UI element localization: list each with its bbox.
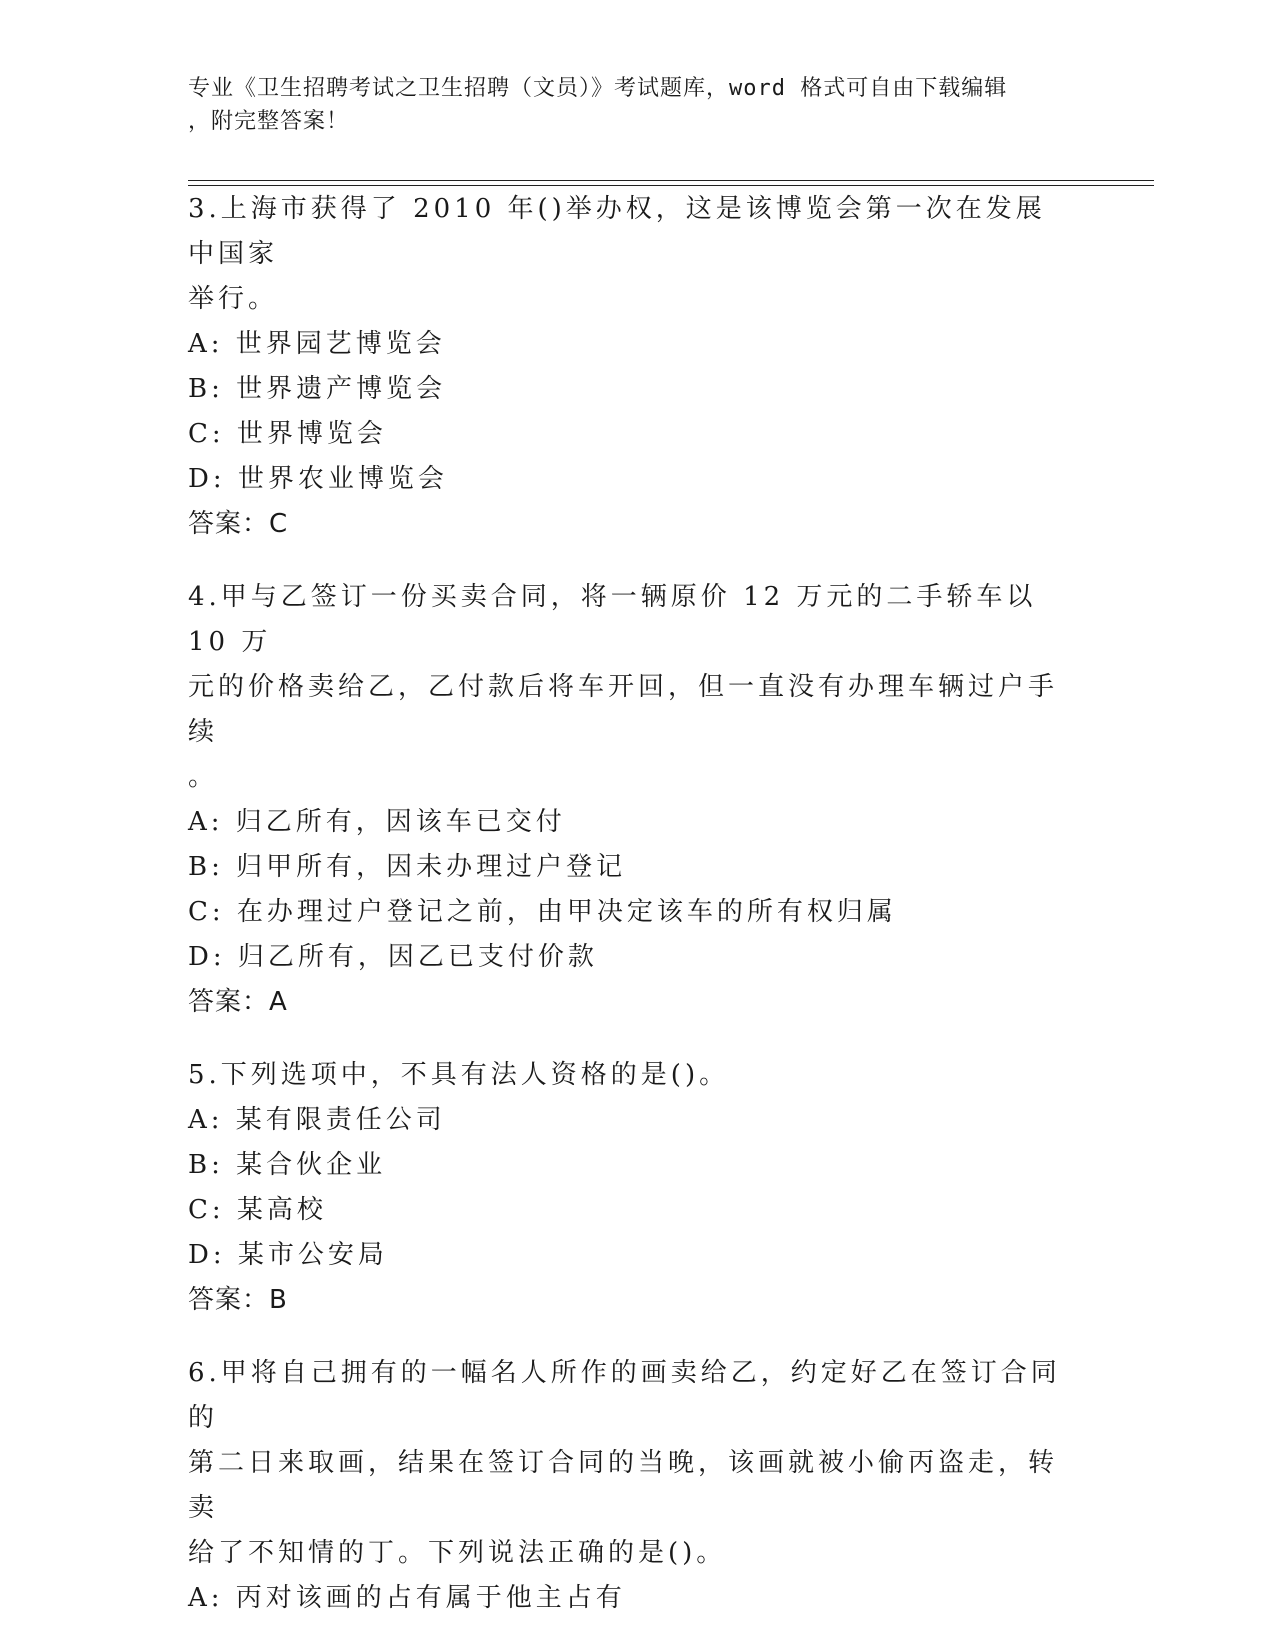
option-a: A: 某有限责任公司 bbox=[188, 1105, 446, 1135]
header-line-1: 专业《卫生招聘考试之卫生招聘（文员）》考试题库，word 格式可自由下载编辑 bbox=[188, 76, 1008, 101]
option-b: B: 某合伙企业 bbox=[188, 1150, 387, 1180]
option-c: C: 某高校 bbox=[188, 1195, 327, 1225]
option-c: C: 世界博览会 bbox=[188, 419, 387, 449]
option-a: A: 归乙所有，因该车已交付 bbox=[188, 807, 566, 837]
header-divider-top bbox=[188, 180, 1154, 181]
option-d: D: 归乙所有，因乙已支付价款 bbox=[188, 942, 598, 972]
question-3 bbox=[188, 187, 1088, 547]
question-stem-line: 第二日来取画，结果在签订合同的当晚，该画就被小偷丙盗走，转卖 bbox=[188, 1448, 1059, 1523]
option-c: C: 在办理过户登记之前，由甲决定该车的所有权归属 bbox=[188, 897, 897, 927]
question-list bbox=[188, 187, 1088, 1649]
option-b: B: 归甲所有，因未办理过户登记 bbox=[188, 852, 627, 882]
option-b: B: 世界遗产博览会 bbox=[188, 374, 447, 404]
option-d: D: 某市公安局 bbox=[188, 1240, 388, 1270]
question-4 bbox=[188, 575, 1088, 1025]
question-stem-line: 3.上海市获得了 2010 年()举办权，这是该博览会第一次在发展中国家 bbox=[188, 194, 1046, 269]
header-divider-bottom bbox=[188, 185, 1154, 186]
header-line-2: ，附完整答案！ bbox=[188, 109, 350, 134]
answer-line: 答案：B bbox=[188, 1285, 288, 1315]
question-stem-line: 给了不知情的丁。下列说法正确的是()。 bbox=[188, 1538, 727, 1568]
question-stem-line: 6.甲将自己拥有的一幅名人所作的画卖给乙，约定好乙在签订合同的 bbox=[188, 1358, 1061, 1433]
question-stem-line: 。 bbox=[188, 762, 219, 792]
question-5 bbox=[188, 1053, 1088, 1323]
question-6 bbox=[188, 1351, 1088, 1621]
option-a: A: 丙对该画的占有属于他主占有 bbox=[188, 1583, 626, 1613]
question-stem-line: 元的价格卖给乙，乙付款后将车开回，但一直没有办理车辆过户手续 bbox=[188, 672, 1059, 747]
document-header bbox=[188, 72, 1068, 138]
question-stem-line: 举行。 bbox=[188, 284, 279, 314]
option-a: A: 世界园艺博览会 bbox=[188, 329, 446, 359]
question-stem-line: 4.甲与乙签订一份买卖合同，将一辆原价 12 万元的二手轿车以 10 万 bbox=[188, 582, 1049, 657]
question-stem-line: 5.下列选项中，不具有法人资格的是()。 bbox=[188, 1060, 730, 1090]
answer-line: 答案：C bbox=[188, 509, 289, 539]
answer-line: 答案：A bbox=[188, 987, 288, 1017]
option-d: D: 世界农业博览会 bbox=[188, 464, 448, 494]
